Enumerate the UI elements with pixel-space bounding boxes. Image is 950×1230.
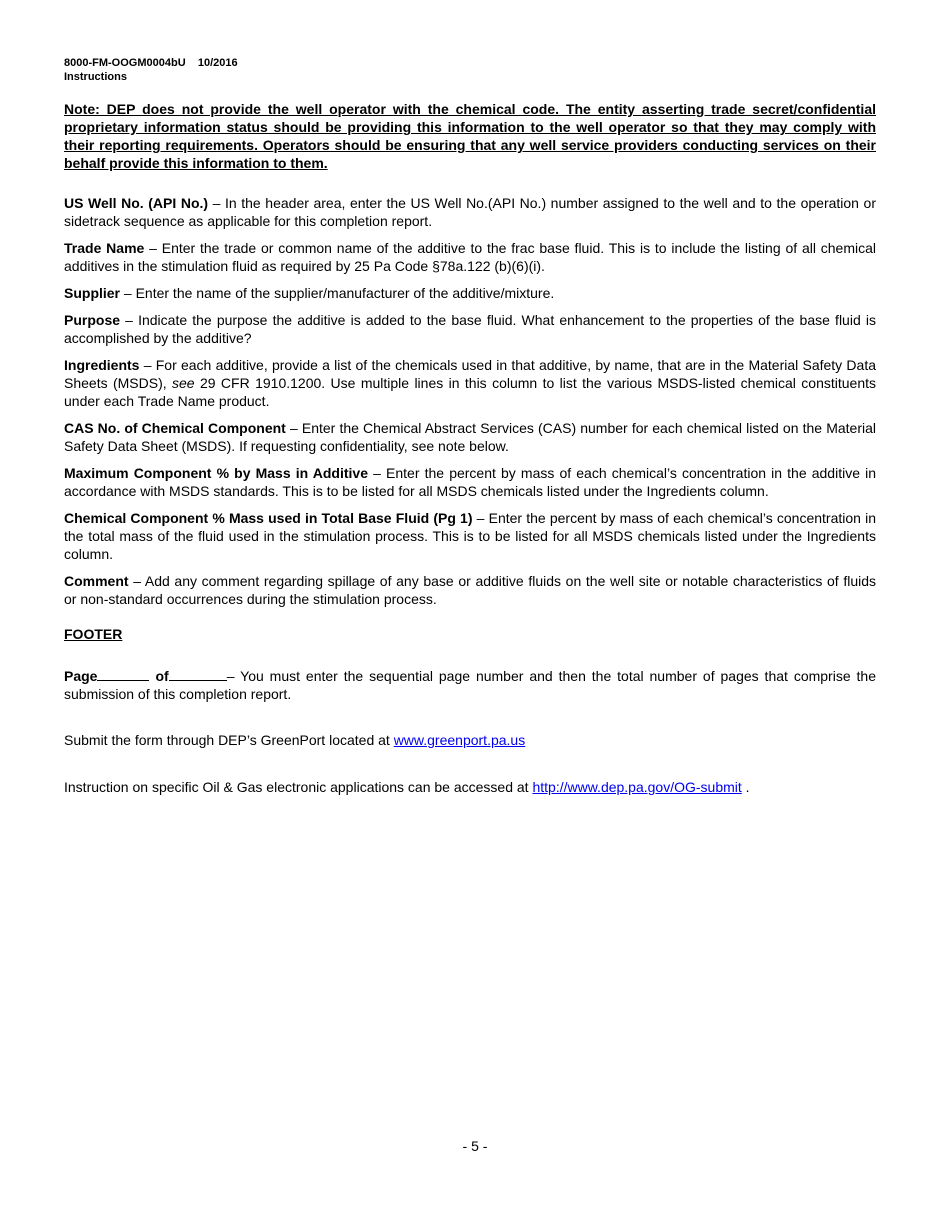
field-definitions <box>64 194 876 608</box>
definition-supplier <box>64 284 876 302</box>
form-number: 8000-FM-OOGM0004bU <box>64 57 186 69</box>
of-label: of <box>155 668 169 684</box>
definition-cas-no <box>64 419 876 455</box>
form-section: Instructions <box>64 71 127 83</box>
page-instruction <box>64 667 876 703</box>
submit-text: Submit the form through DEP’s GreenPort located at <box>64 732 394 748</box>
definition-text: – Enter the name of the supplier/manufacturer of the additive/mixture. <box>120 285 555 301</box>
footer-heading: FOOTER <box>64 626 123 642</box>
definition-chemical-component <box>64 509 876 563</box>
definition-text: – Indicate the purpose the additive is added to the base fluid. What enhancement to the properties of the base fluid is accomplished by the additive? <box>64 312 876 346</box>
page-number: - 5 - <box>462 1138 488 1154</box>
access-trailing: . <box>741 779 750 795</box>
definition-term: CAS No. of Chemical Component <box>64 420 286 436</box>
definition-term: Chemical Component % Mass used in Total Base Fluid (Pg 1) <box>64 510 473 526</box>
definition-trade-name <box>64 239 876 275</box>
definition-term: Comment <box>64 573 129 589</box>
definition-term: US Well No. (API No.) <box>64 195 209 211</box>
form-date: 10/2016 <box>197 57 238 69</box>
definition-ingredients <box>64 356 876 410</box>
definition-text: – Enter the percent by mass of each chemical’s concentration in the additive in accordance with MSDS standards. This is to be listed for all MSDS chemicals listed under the Ingredients column. <box>64 465 877 499</box>
total-pages-blank <box>169 668 227 681</box>
definition-term: Trade Name <box>64 240 145 256</box>
definition-max-component <box>64 464 876 500</box>
definition-term: Maximum Component % by Mass in Additive <box>64 465 369 481</box>
definition-text: – Add any comment regarding spillage of any base or additive fluids on the well site or notable characteristics of fluids or non-standard occurrences during the stimulation process. <box>64 573 876 607</box>
confidentiality-note: Note: DEP does not provide the well operator with the chemical code. The entity asserting trade secret/confidential proprietary information status should be providing this information to the well operator so that they may comply with their reporting requirements. Operators should be ensuring that any well service providers conducting services on their behalf provide this information to them. <box>64 101 876 171</box>
definition-term: Purpose <box>64 312 121 328</box>
page-instruction-text: – You must enter the sequential page number and then the total number of pages that comprise the submission of this completion report. <box>64 668 876 702</box>
definition-text: 29 CFR 1910.1200. Use multiple lines in this column to list the various MSDS-listed chemical constituents under each Trade Name product. <box>64 375 876 409</box>
greenport-link[interactable]: www.greenport.pa.us <box>393 732 526 748</box>
page-label: Page <box>64 668 98 684</box>
submit-instruction <box>64 731 876 749</box>
definition-text: – Enter the trade or common name of the additive to the frac base fluid. This is to include the listing of all chemical additives in the stimulation fluid as required by 25 Pa Code §78a.122 (b)(6)(i). <box>64 240 877 274</box>
og-submit-link[interactable]: http://www.dep.pa.gov/OG-submit <box>532 779 742 795</box>
definition-text: – Enter the Chemical Abstract Services (CAS) number for each chemical listed on the Material Safety Data Sheet (MSDS). If requesting confidentiality, see note below. <box>64 420 876 454</box>
access-instruction <box>64 778 876 796</box>
definition-term: Supplier <box>64 285 121 301</box>
definition-comment <box>64 572 876 608</box>
definition-text: – For each additive, provide a list of the chemicals used in that additive, by name, that are in the Material Safety Data Sheets (MSDS), <box>64 357 876 391</box>
definition-us-well-no <box>64 194 876 230</box>
definition-text: – Enter the percent by mass of each chemical’s concentration in the total mass of the fluid used in the stimulation process. This is to be listed for all MSDS chemicals listed under the Ingredients column. <box>64 510 876 562</box>
form-header <box>64 56 876 70</box>
access-text: Instruction on specific Oil & Gas electronic applications can be accessed at <box>64 779 533 795</box>
definition-text: – In the header area, enter the US Well No.(API No.) number assigned to the well and to the operation or sidetrack sequence as applicable for this completion report. <box>64 195 876 229</box>
definition-term: Ingredients <box>64 357 140 373</box>
document-page <box>64 56 876 796</box>
page-number-blank <box>97 668 149 681</box>
definition-purpose <box>64 311 876 347</box>
definition-italic: see <box>172 375 195 391</box>
